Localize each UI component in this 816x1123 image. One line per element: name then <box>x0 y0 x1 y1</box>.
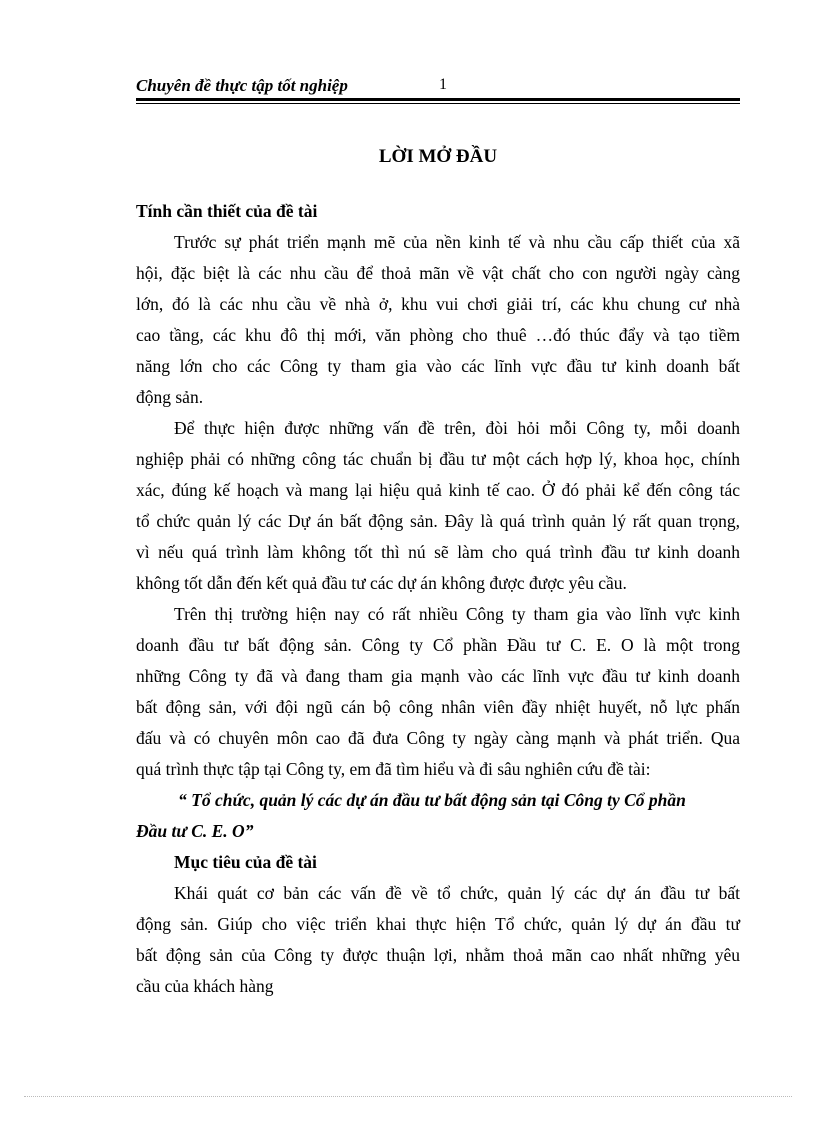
paragraph-line: động sản. Giúp cho việc triển khai thực hiện Tổ chức, quản lý dự án đầu tư <box>136 914 740 934</box>
paragraph-line: Trên thị trường hiện nay có rất nhiều Công ty tham gia vào lĩnh vực kinh <box>174 604 740 624</box>
paragraph-line: Khái quát cơ bản các vấn đề về tổ chức, quản lý các dự án đầu tư bất <box>174 883 740 903</box>
section-heading: Tính cần thiết của đề tài <box>136 201 318 221</box>
paragraph-line: đấu và có chuyên môn cao đã đưa Công ty ngày càng mạnh và phát triển. Qua <box>136 728 740 748</box>
paragraph-line: cao tầng, các khu đô thị mới, văn phòng cho thuê …đó thúc đẩy và tạo tiềm <box>136 325 740 345</box>
page-number: 1 <box>439 76 447 93</box>
paragraph-line: năng lớn cho các Công ty tham gia vào các lĩnh vực đầu tư kinh doanh bất <box>136 356 740 376</box>
paragraph-line: động sản. <box>136 387 204 407</box>
paragraph-line: không tốt dẫn đến kết quả đầu tư các dự án không được được yêu cầu. <box>136 573 627 593</box>
paragraph-line: những Công ty đã và đang tham gia mạnh vào các lĩnh vực đầu tư kinh doanh <box>136 666 740 686</box>
paragraph-line: doanh đầu tư bất động sản. Công ty Cổ phần Đầu tư C. E. O là một trong <box>136 635 740 655</box>
thesis-topic: “ Tổ chức, quản lý các dự án đầu tư bất động sản tại Công ty Cổ phần <box>178 790 686 810</box>
section-heading: Mục tiêu của đề tài <box>174 852 317 872</box>
paragraph-line: cầu của khách hàng <box>136 976 274 996</box>
paragraph-line: lớn, đó là các nhu cầu về nhà ở, khu vui chơi giải trí, các khu chung cư nhà <box>136 294 740 314</box>
paragraph-line: xác, đúng kế hoạch và mang lại hiệu quả kinh tế cao. Ở đó phải kể đến công tác <box>136 480 740 500</box>
paragraph-line: hội, đặc biệt là các nhu cầu để thoả mãn về vật chất cho con người ngày càng <box>136 263 740 283</box>
thesis-topic: Đầu tư C. E. O” <box>136 821 254 841</box>
paragraph-line: bất động sản, với đội ngũ cán bộ công nhân viên đầy nhiệt huyết, nỗ lực phấn <box>136 697 740 717</box>
paragraph-line: Trước sự phát triển mạnh mẽ của nền kinh tế và nhu cầu cấp thiết của xã <box>174 232 740 252</box>
header-title: Chuyên đề thực tập tốt nghiệp <box>136 76 348 95</box>
paragraph-line: bất động sản của Công ty được thuận lợi, nhằm thoả mãn cao nhất những yêu <box>136 945 740 965</box>
running-header <box>136 76 740 96</box>
paragraph-line: Để thực hiện được những vấn đề trên, đòi hỏi mỗi Công ty, mỗi doanh <box>174 418 740 438</box>
header-rule-thin <box>136 103 740 104</box>
paragraph-line: vì nếu quá trình làm không tốt thì nú sẽ làm cho quá trình đầu tư kinh doanh <box>136 542 740 562</box>
paragraph-line: tổ chức quản lý các Dự án bất động sản. Đây là quá trình quản lý rất quan trọng, <box>136 511 740 531</box>
page-bottom-divider <box>24 1096 792 1097</box>
paragraph-line: quá trình thực tập tại Công ty, em đã tìm hiểu và đi sâu nghiên cứu đề tài: <box>136 759 651 779</box>
paragraph-line: nghiệp phải có những công tác chuẩn bị đầu tư một cách hợp lý, khoa học, chính <box>136 449 740 469</box>
document-title: LỜI MỞ ĐẦU <box>378 146 498 167</box>
header-rule-thick <box>136 98 740 101</box>
